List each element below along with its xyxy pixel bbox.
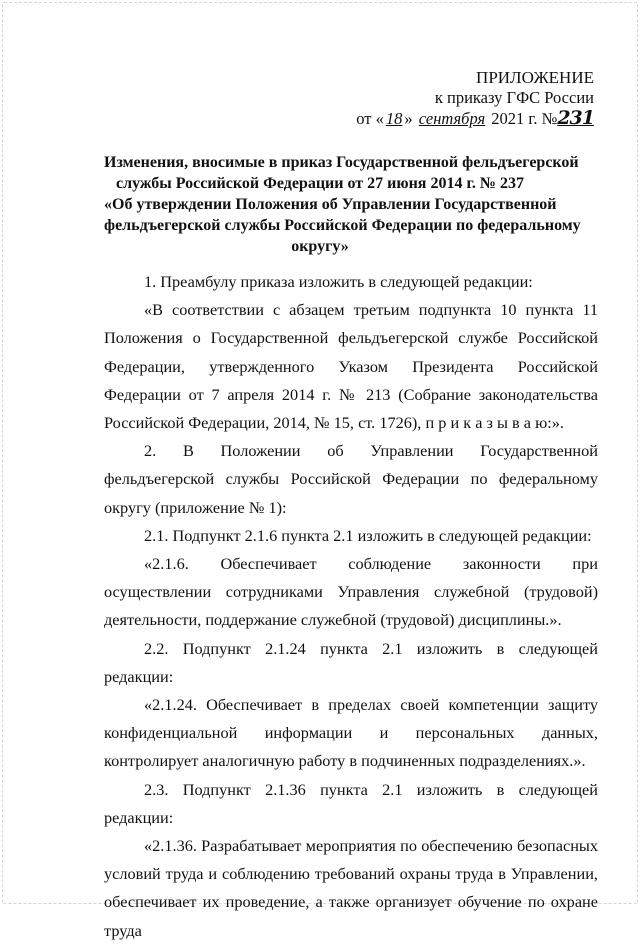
paragraph-1: 1. Преамбулу приказа изложить в следующей редакции: <box>144 272 533 291</box>
paragraph-2: «В соответствии с абзацем третьим подпункта 10 пункта 11 Положения о Государственной фельдъегерской службе Российской Федерации, утвержденного Указом Президента Российской Федерации от 7 апреля 2014 г. № 213 (Собрание законодательства Российской Федерации, 2014, № 15, ст. 1726), п р и к а з ы в а ю:». <box>104 300 598 433</box>
paragraph-8: 2.3. Подпункт 2.1.36 пункта 2.1 изложить в следующей редакции: <box>104 779 598 827</box>
heading-line: округу» <box>291 238 349 255</box>
date-prefix: от « <box>356 109 384 128</box>
order-number: 231 <box>557 107 594 129</box>
date-day: 18 <box>385 109 403 128</box>
document-heading <box>104 152 581 257</box>
paragraph-5: «2.1.6. Обеспечивает соблюдение законности при осуществлении сотрудниками Управления служебной (трудовой) деятельности, поддержание служебной (трудовой) дисциплины.». <box>104 554 598 630</box>
appendix-order-ref: к приказу ГФС России <box>434 88 594 107</box>
heading-line: «Об утверждении Положения об Управлении Государственной <box>104 196 557 213</box>
appendix-title: ПРИЛОЖЕНИЕ <box>476 68 594 87</box>
paragraph-4: 2.1. Подпункт 2.1.6 пункта 2.1 изложить в следующей редакции: <box>144 525 592 545</box>
heading-line: фельдъегерской службы Российской Федерации по федеральному <box>104 217 581 234</box>
paragraph-7: «2.1.24. Обеспечивает в пределах своей компетенции защиту конфиденциальной информации и персональных данных, контролирует аналогичную работу в подчиненных подразделениях.». <box>104 695 598 771</box>
appendix-block <box>356 68 594 129</box>
date-mid: » <box>404 109 413 128</box>
document-body <box>104 268 598 945</box>
heading-line: службы Российской Федерации от 27 июня 2014 г. № 237 <box>116 175 524 192</box>
date-suffix: 2021 г. № <box>491 109 558 128</box>
heading-line: Изменения, вносимые в приказ Государственной фельдъегерской <box>104 154 579 171</box>
appendix-date-line <box>356 108 594 129</box>
paragraph-6: 2.2. Подпункт 2.1.24 пункта 2.1 изложить в следующей редакции: <box>104 638 598 686</box>
date-month: сентября <box>418 109 486 128</box>
paragraph-9: «2.1.36. Разрабатывает мероприятия по обеспечению безопасных условий труда и соблюдению требований охраны труда в Управлении, обеспечивает их проведение, а также организует обучение по охране труда <box>104 836 598 940</box>
paragraph-3: 2. В Положении об Управлении Государственной фельдъегерской службы Российской Федерации по федеральному округу (приложение № 1): <box>104 441 598 517</box>
